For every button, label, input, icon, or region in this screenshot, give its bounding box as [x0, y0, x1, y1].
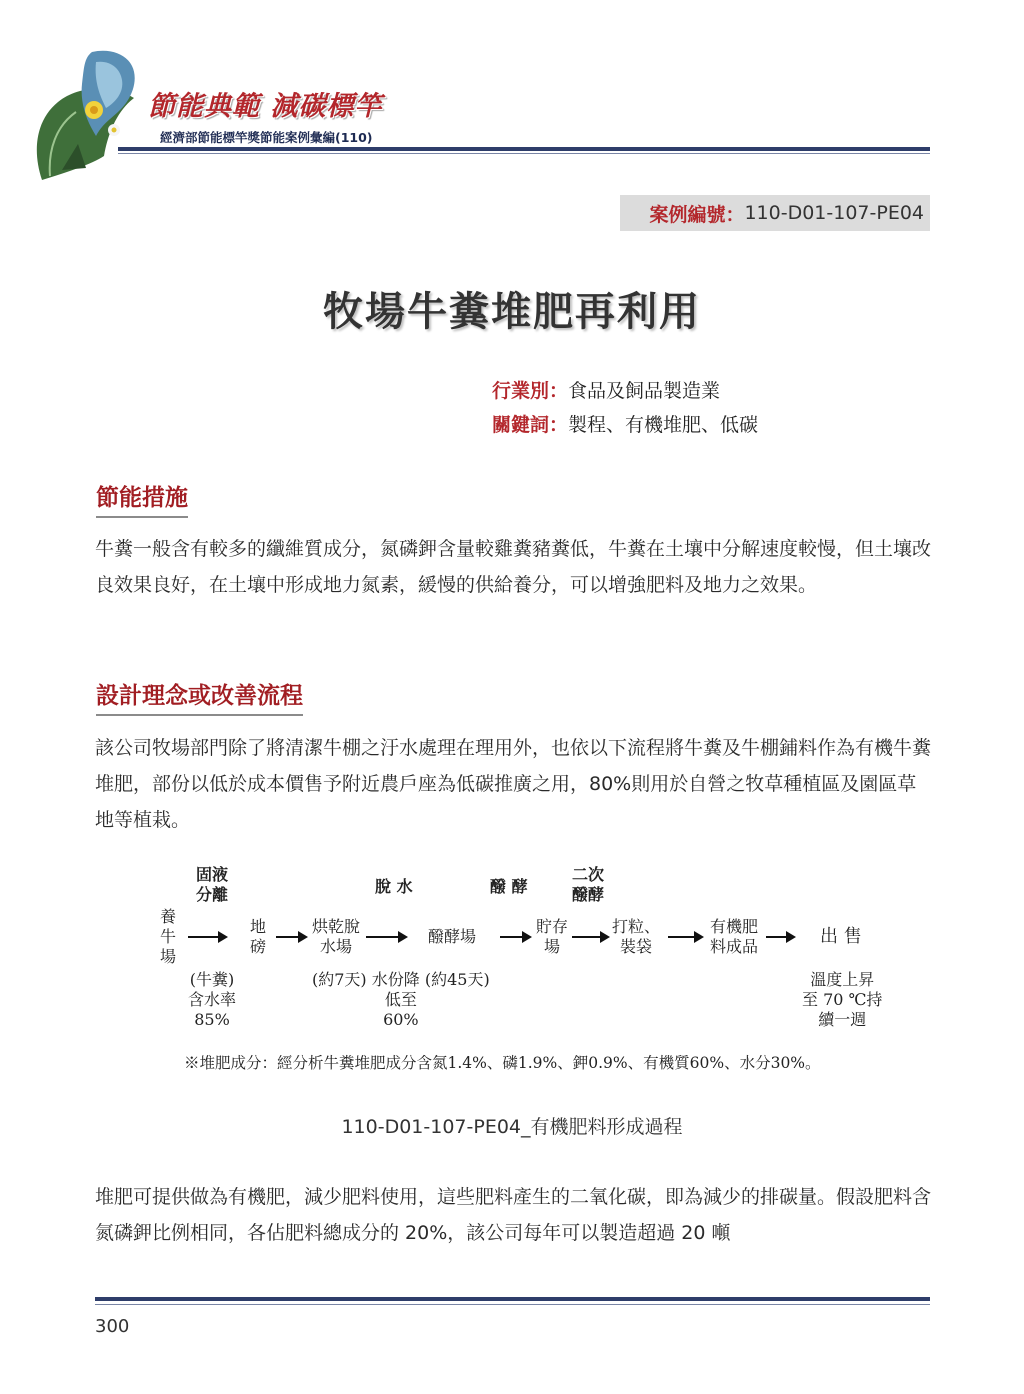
case-number: 110-D01-107-PE04 [744, 202, 924, 224]
flow-stage-second-ferment: 二次 醱酵 [572, 865, 605, 904]
flow-node-scale: 地 磅 [250, 917, 267, 956]
flow-composition-note: ※堆肥成分：經分析牛糞堆肥成分含氮1.4%、磷1.9%、鉀0.9%、有機質60%、水分30%。 [184, 1054, 821, 1072]
keywords-label: 關鍵詞： [492, 414, 569, 436]
industry-value: 食品及飼品製造業 [568, 380, 721, 402]
flow-stage-separation: 固液 分離 [196, 865, 229, 904]
flow-node-sale: 出 售 [820, 926, 862, 947]
industry-label: 行業別： [492, 380, 569, 402]
series-title: 節能典範 減碳標竿 [148, 91, 383, 122]
flow-node-bagging: 打粒、 裝袋 [612, 917, 661, 956]
industry-row [492, 376, 720, 403]
flow-arrow [668, 936, 702, 938]
keywords-row [492, 410, 758, 437]
flow-node-drying: 烘乾脫 水場 [312, 917, 361, 956]
flow-arrow [500, 936, 530, 938]
series-subtitle: 經濟部節能標竿獎節能案例彙編(110) [160, 130, 373, 145]
flow-node-fermentation: 醱酵場 [428, 927, 477, 946]
case-number-box [620, 195, 930, 231]
flow-arrow [276, 936, 306, 938]
footer-rule [95, 1297, 930, 1301]
body-paragraph-compost: 堆肥可提供做為有機肥，減少肥料使用，這些肥料產生的二氧化碳，即為減少的排碳量。假設肥料含氮磷鉀比例相同，各佔肥料總成分的 20%，該公司每年可以製造超過 20 噸 [95, 1186, 932, 1244]
flow-arrow [188, 936, 226, 938]
flow-note-drying: (約7天) 水份降 (約45天) 低至 60% [312, 970, 490, 1029]
flow-arrow [572, 936, 608, 938]
flow-node-storage: 貯存 場 [536, 917, 569, 956]
flow-note-moisture: (牛糞) 含水率 85% [188, 970, 237, 1029]
footer-rule-thin [95, 1304, 930, 1305]
document-title: 牧場牛糞堆肥再利用 [323, 289, 701, 335]
section-body-measures: 牛糞一般含有較多的纖維質成分，氮磷鉀含量較雞糞豬糞低，牛糞在土壤中分解速度較慢，但土壤改良效果良好，在土壤中形成地力氮素，緩慢的供給養分，可以增強肥料及地力之效果。 [95, 538, 932, 596]
flow-stage-ferment: 醱 酵 [490, 877, 528, 896]
flow-arrow [366, 936, 406, 938]
flow-node-ranch: 養 牛 場 [160, 907, 177, 966]
header-rule [118, 147, 930, 151]
case-number-label: 案例編號： [649, 203, 745, 226]
figure-caption: 110-D01-107-PE04_有機肥料形成過程 [341, 1116, 683, 1138]
flow-note-temperature: 溫度上昇 至 70 ℃持 續一週 [802, 970, 883, 1029]
flow-node-product: 有機肥 料成品 [710, 917, 759, 956]
section-heading-measures: 節能措施 [96, 479, 188, 518]
header-rule-thin [118, 153, 930, 154]
section-heading-design: 設計理念或改善流程 [96, 677, 303, 716]
section-body-design: 該公司牧場部門除了將清潔牛棚之汙水處理在理用外，也依以下流程將牛糞及牛棚鋪料作為有機牛糞堆肥，部份以低於成本價售予附近農戶座為低碳推廣之用，80%則用於自營之牧草種植區及園區草地等植栽。 [95, 737, 932, 831]
page-number: 300 [95, 1316, 130, 1337]
flow-stage-dewater: 脫 水 [375, 877, 413, 896]
keywords-value: 製程、有機堆肥、低碳 [568, 414, 759, 436]
flow-arrow [766, 936, 794, 938]
